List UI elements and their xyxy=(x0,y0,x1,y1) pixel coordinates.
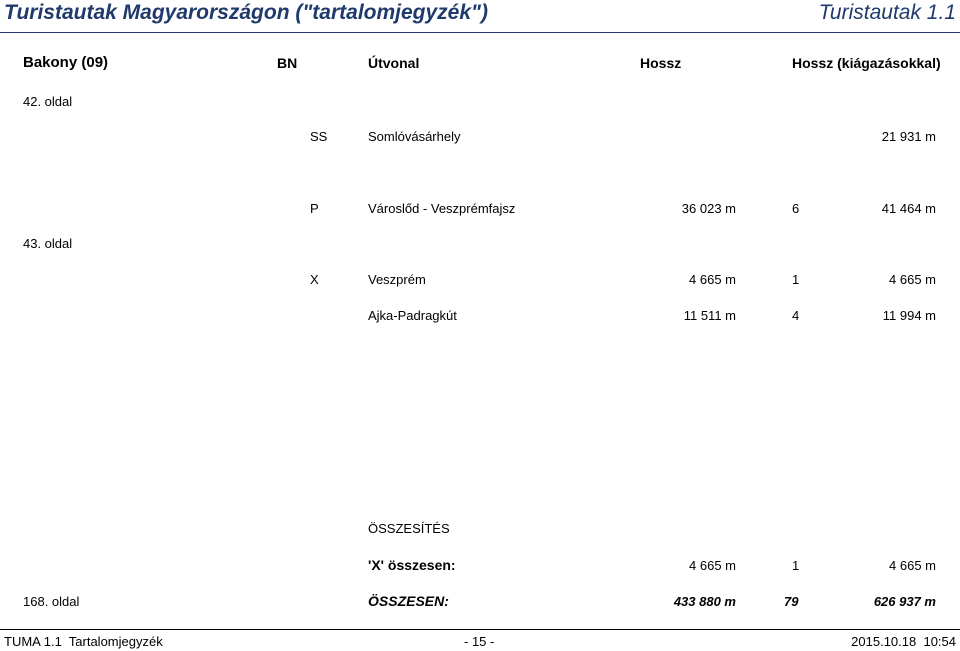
route-name: Ajka-Padragkút xyxy=(368,308,457,323)
bn-code: SS xyxy=(310,129,328,144)
page-ref-43: 43. oldal xyxy=(23,236,73,251)
summary-all-total: 626 937 m xyxy=(873,594,936,609)
bn-code: P xyxy=(310,201,319,216)
route-total: 4 665 m xyxy=(889,272,936,287)
route-total: 11 994 m xyxy=(882,308,936,323)
route-name: Veszprém xyxy=(368,272,426,287)
header-rule xyxy=(0,32,960,33)
summary-x-label: 'X' összesen: xyxy=(368,557,456,573)
summary-x-count: 1 xyxy=(792,558,800,573)
route-total: 41 464 m xyxy=(881,201,936,216)
summary-heading: ÖSSZESÍTÉS xyxy=(368,521,450,536)
page-ref-168: 168. oldal xyxy=(23,594,80,609)
footer-rule xyxy=(0,629,960,630)
summary-all-count: 79 xyxy=(784,594,799,609)
footer-timestamp: 2015.10.18 10:54 xyxy=(851,634,956,649)
summary-all-label: ÖSSZESEN: xyxy=(368,593,449,609)
region-header: Bakony (09) xyxy=(23,54,109,71)
footer-page-number: - 15 - xyxy=(464,634,495,649)
length-branches-header: Hossz (kiágazásokkal) xyxy=(792,55,941,71)
branch-count: 6 xyxy=(792,201,800,216)
brand-label: Turistautak 1.1 xyxy=(818,1,956,24)
route-length: 4 665 m xyxy=(689,272,736,287)
summary-x-length: 4 665 m xyxy=(689,558,736,573)
route-name: Somlóvásárhely xyxy=(368,129,461,144)
length-header: Hossz xyxy=(640,55,682,71)
bn-code: X xyxy=(310,272,319,287)
page-ref-42: 42. oldal xyxy=(23,94,73,109)
branch-count: 4 xyxy=(792,308,800,323)
route-length: 36 023 m xyxy=(681,201,736,216)
document-title: Turistautak Magyarországon ("tartalomjegyzék") xyxy=(4,1,488,24)
route-name: Városlőd - Veszprémfajsz xyxy=(368,201,516,216)
summary-all-length: 433 880 m xyxy=(673,594,736,609)
summary-x-total: 4 665 m xyxy=(889,558,936,573)
footer-left: TUMA 1.1 Tartalomjegyzék xyxy=(4,634,163,649)
branch-count: 1 xyxy=(792,272,800,287)
route-header: Útvonal xyxy=(368,55,420,71)
route-length: 11 511 m xyxy=(683,308,736,323)
route-total: 21 931 m xyxy=(881,129,936,144)
bn-header: BN xyxy=(277,55,298,71)
